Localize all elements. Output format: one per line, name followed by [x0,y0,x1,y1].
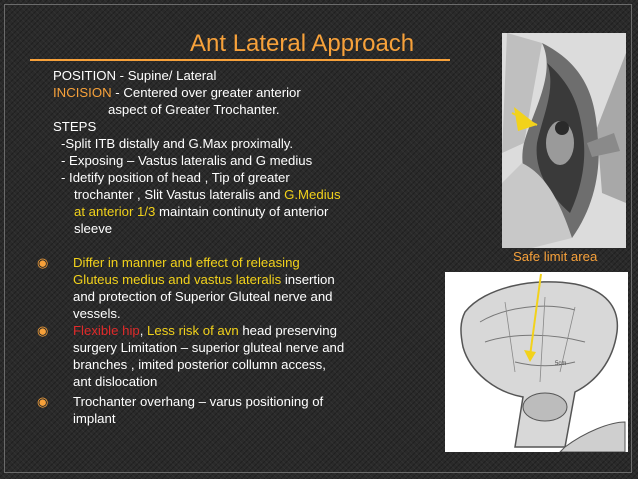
bullet-1-highlight: Gluteus medius and vastus lateralis [73,272,282,287]
incision-label: INCISION [53,85,112,100]
bullet-2-line-1 [73,322,337,339]
bullet-1-line-1 [73,254,300,271]
bullet-2-highlight-avn: Less risk of avn [147,323,239,338]
bullet-icon: ◉ [37,323,49,338]
step-1: -Split ITB distally and G.Max proximally. [61,136,294,151]
step-3: - Idetify position of head , Tip of greater [61,170,290,185]
bullet-icon: ◉ [37,394,49,409]
title-underline [30,59,450,61]
step-3-line-4: sleeve [74,221,113,236]
bullet-2-sep: , [139,323,148,338]
position-text: - Supine/ Lateral [116,68,217,83]
step-3-line-2-text: trochanter , Slit Vastus lateralis and [74,187,285,202]
bullet-2-line-3: branches , imited posterior collumn access, [73,357,326,372]
step-2: - Exposing – Vastus lateralis and G medius [61,153,313,168]
safe-limit-label: Safe limit area [513,249,598,264]
step-3-line-3-text: maintain continuty of anterior [155,204,329,219]
bullet-3-line-1: Trochanter overhang – varus positioning of [73,394,324,409]
bullet-1-line-4: vessels. [73,306,121,321]
step-3-highlight-gmedius: G.Medius [284,187,341,202]
bullet-icon: ◉ [37,255,49,270]
pelvis-diagram-image [445,272,628,452]
step-3-line-2 [74,186,341,203]
bullet-3-line-2: implant [73,411,116,426]
bullet-2-line-1-text: head preserving [238,323,337,338]
surgical-exposure-image [502,33,626,248]
bullet-1-text: Differ in manner and effect of releasing [73,255,300,270]
incision-text: - Centered over greater anterior [111,85,301,100]
incision-line [53,84,301,101]
pelvis-label-5cm: 5cm [555,361,567,367]
step-3-highlight-anterior: at anterior 1/3 [74,204,156,219]
position-label: POSITION [53,68,117,83]
bullet-1-line-3: and protection of Superior Gluteal nerve and [73,289,333,304]
steps-label: STEPS [53,119,97,134]
incision-line-2: aspect of Greater Trochanter. [108,102,280,117]
bullet-2-line-2: surgery Limitation – superior gluteal nerve and [73,340,345,355]
bullet-1-line-2 [73,271,335,288]
bullet-2-highlight-flexible: Flexible hip [73,323,140,338]
slide-title: Ant Lateral Approach [190,30,415,57]
step-3-line-3 [74,203,328,220]
bullet-2-line-4: ant dislocation [73,374,158,389]
position-line [53,67,216,84]
bullet-1-line-2-text: insertion [281,272,335,287]
